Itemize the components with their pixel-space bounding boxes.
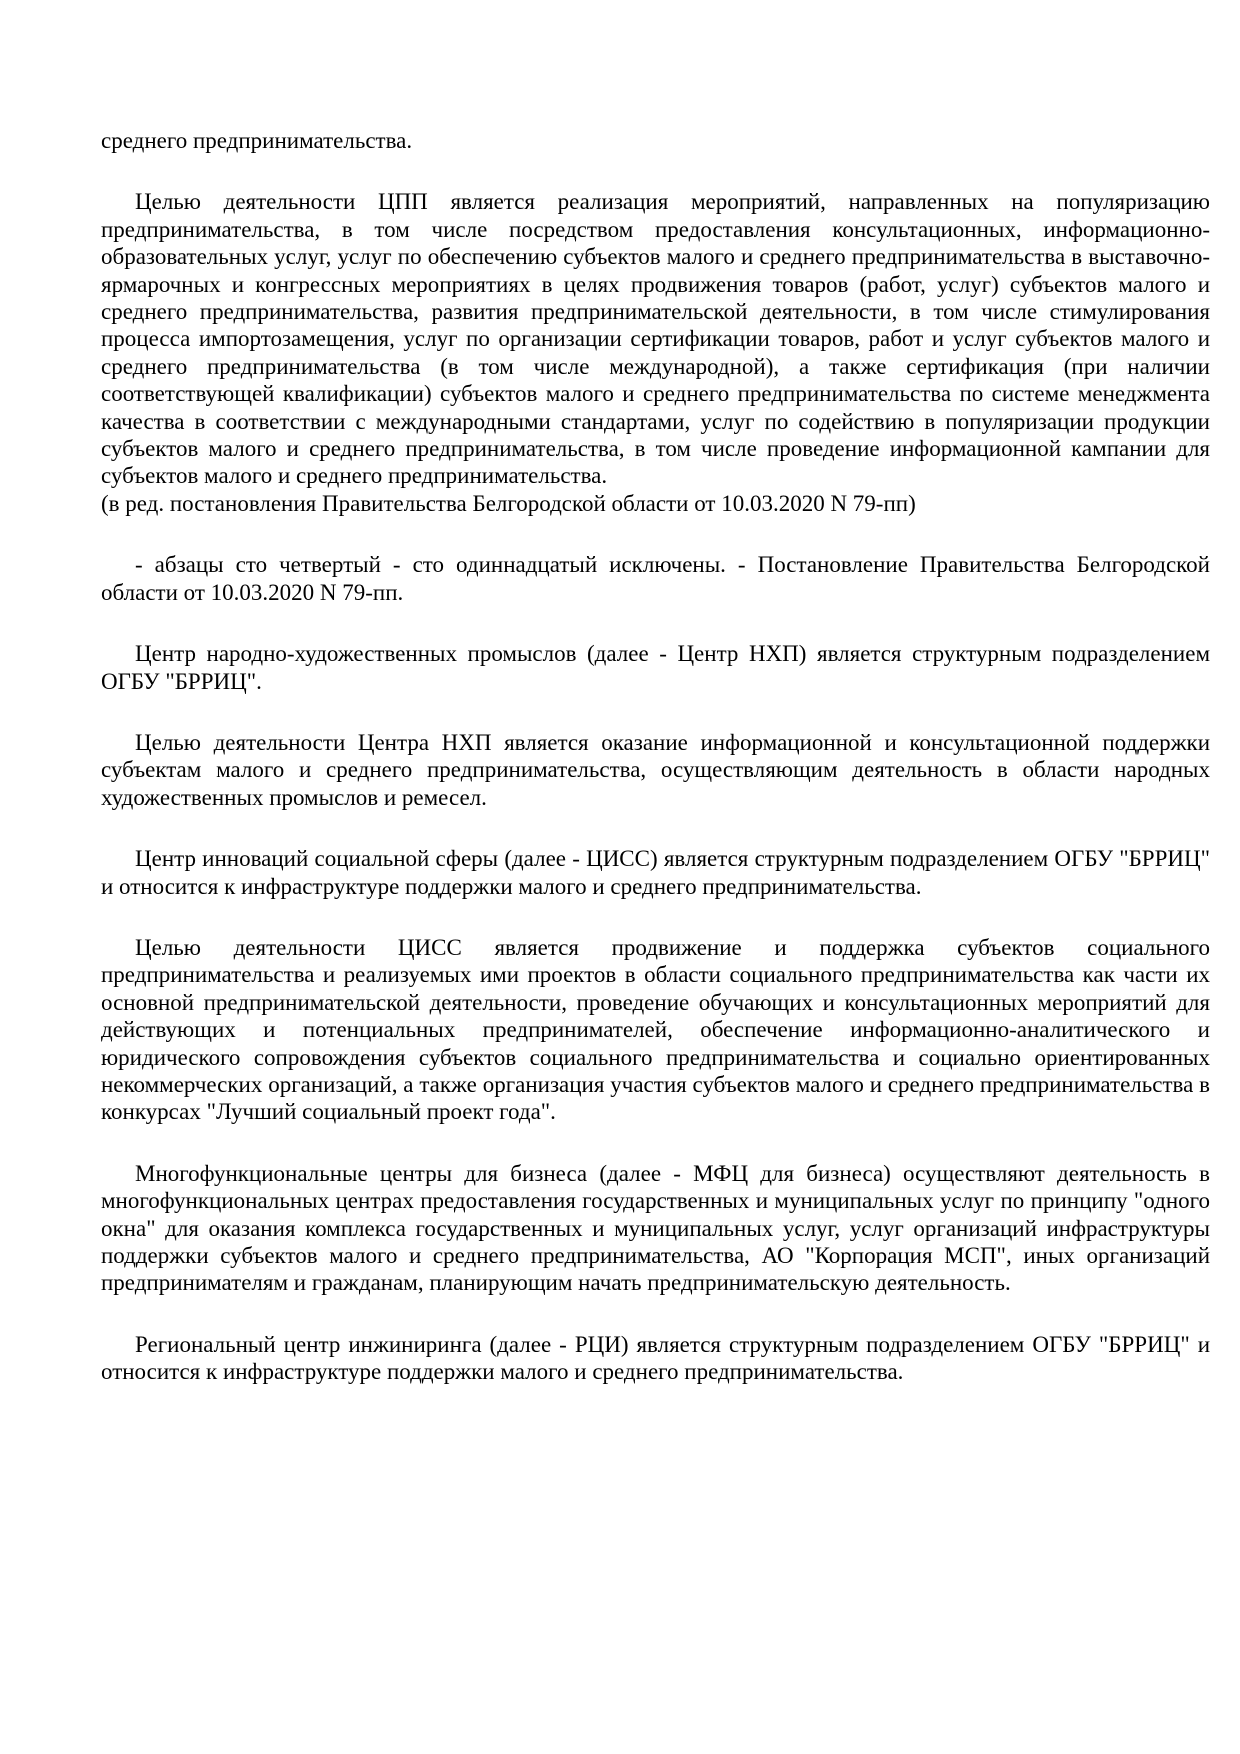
paragraph-edit-note: (в ред. постановления Правительства Белгородской области от 10.03.2020 N 79-пп) [101,490,916,516]
paragraph-continuation: среднего предпринимательства. [101,128,413,153]
paragraph-ciss-goal: Целью деятельности ЦИСС является продвижение и поддержка субъектов социального предпринимательства и реализуемых ими проектов в области социального предпринимательства как части их основной предпринимательской деятельности, проведение обучающих и консультационных мероприятий для действующих и потенциальных предпринимателей, обеспечение информационно-аналитического и юридического сопровождения субъектов социального предпринимательства и социально ориентированных некоммерческих организаций, а также организация участия субъектов малого и среднего предпринимательства в конкурсах "Лучший социальный проект года". [101,934,1210,1125]
paragraph-mfc-business: Многофункциональные центры для бизнеса (далее - МФЦ для бизнеса) осуществляют деятельность в многофункциональных центрах предоставления государственных и муниципальных услуг по принципу "одного окна" для оказания комплекса государственных и муниципальных услуг, услуг организаций инфраструктуры поддержки субъектов малого и среднего предпринимательства, АО "Корпорация МСП", иных организаций предпринимателям и гражданам, планирующим начать предпринимательскую деятельность. [101,1160,1210,1296]
paragraph-center-nhp: Центр народно-художественных промыслов (далее - Центр НХП) является структурным подразделением ОГБУ "БРРИЦ". [101,641,1210,694]
paragraph-ciss: Центр инноваций социальной сферы (далее - ЦИСС) является структурным подразделением ОГБУ "БРРИЦ" и относится к инфраструктуре поддержки малого и среднего предпринимательства. [101,846,1210,899]
paragraph-nhp-goal: Целью деятельности Центра НХП является оказание информационной и консультационной поддержки субъектам малого и среднего предпринимательства, осуществляющим деятельность в области народных художественных промыслов и ремесел. [101,729,1210,810]
paragraph-cpp-goal: Целью деятельности ЦПП является реализация мероприятий, направленных на популяризацию предпринимательства, в том числе посредством предоставления консультационных, информационно-образовательных услуг, услуг по обеспечению субъектов малого и среднего предпринимательства в выставочно-ярмарочных и конгрессных мероприятиях в целях продвижения товаров (работ, услуг) субъектов малого и среднего предпринимательства, развития предпринимательской деятельности, в том числе стимулирования процесса импортозамещения, услуг по организации сертификации товаров, работ и услуг субъектов малого и среднего предпринимательства (в том числе международной), а также сертификация (при наличии соответствующей квалификации) субъектов малого и среднего предпринимательства по системе менеджмента качества в соответствии с международными стандартами, услуг по содействию в популяризации продукции субъектов малого и среднего предпринимательства, в том числе проведение информационной кампании для субъектов малого и среднего предпринимательства. [101,189,1210,489]
paragraph-excluded-clauses: - абзацы сто четвертый - сто одиннадцатый исключены. - Постановление Правительства Белгородской области от 10.03.2020 N 79-пп. [101,552,1210,605]
paragraph-rci: Региональный центр инжиниринга (далее - РЦИ) является структурным подразделением ОГБУ "БРРИЦ" и относится к инфраструктуре поддержки малого и среднего предпринимательства. [101,1331,1210,1385]
